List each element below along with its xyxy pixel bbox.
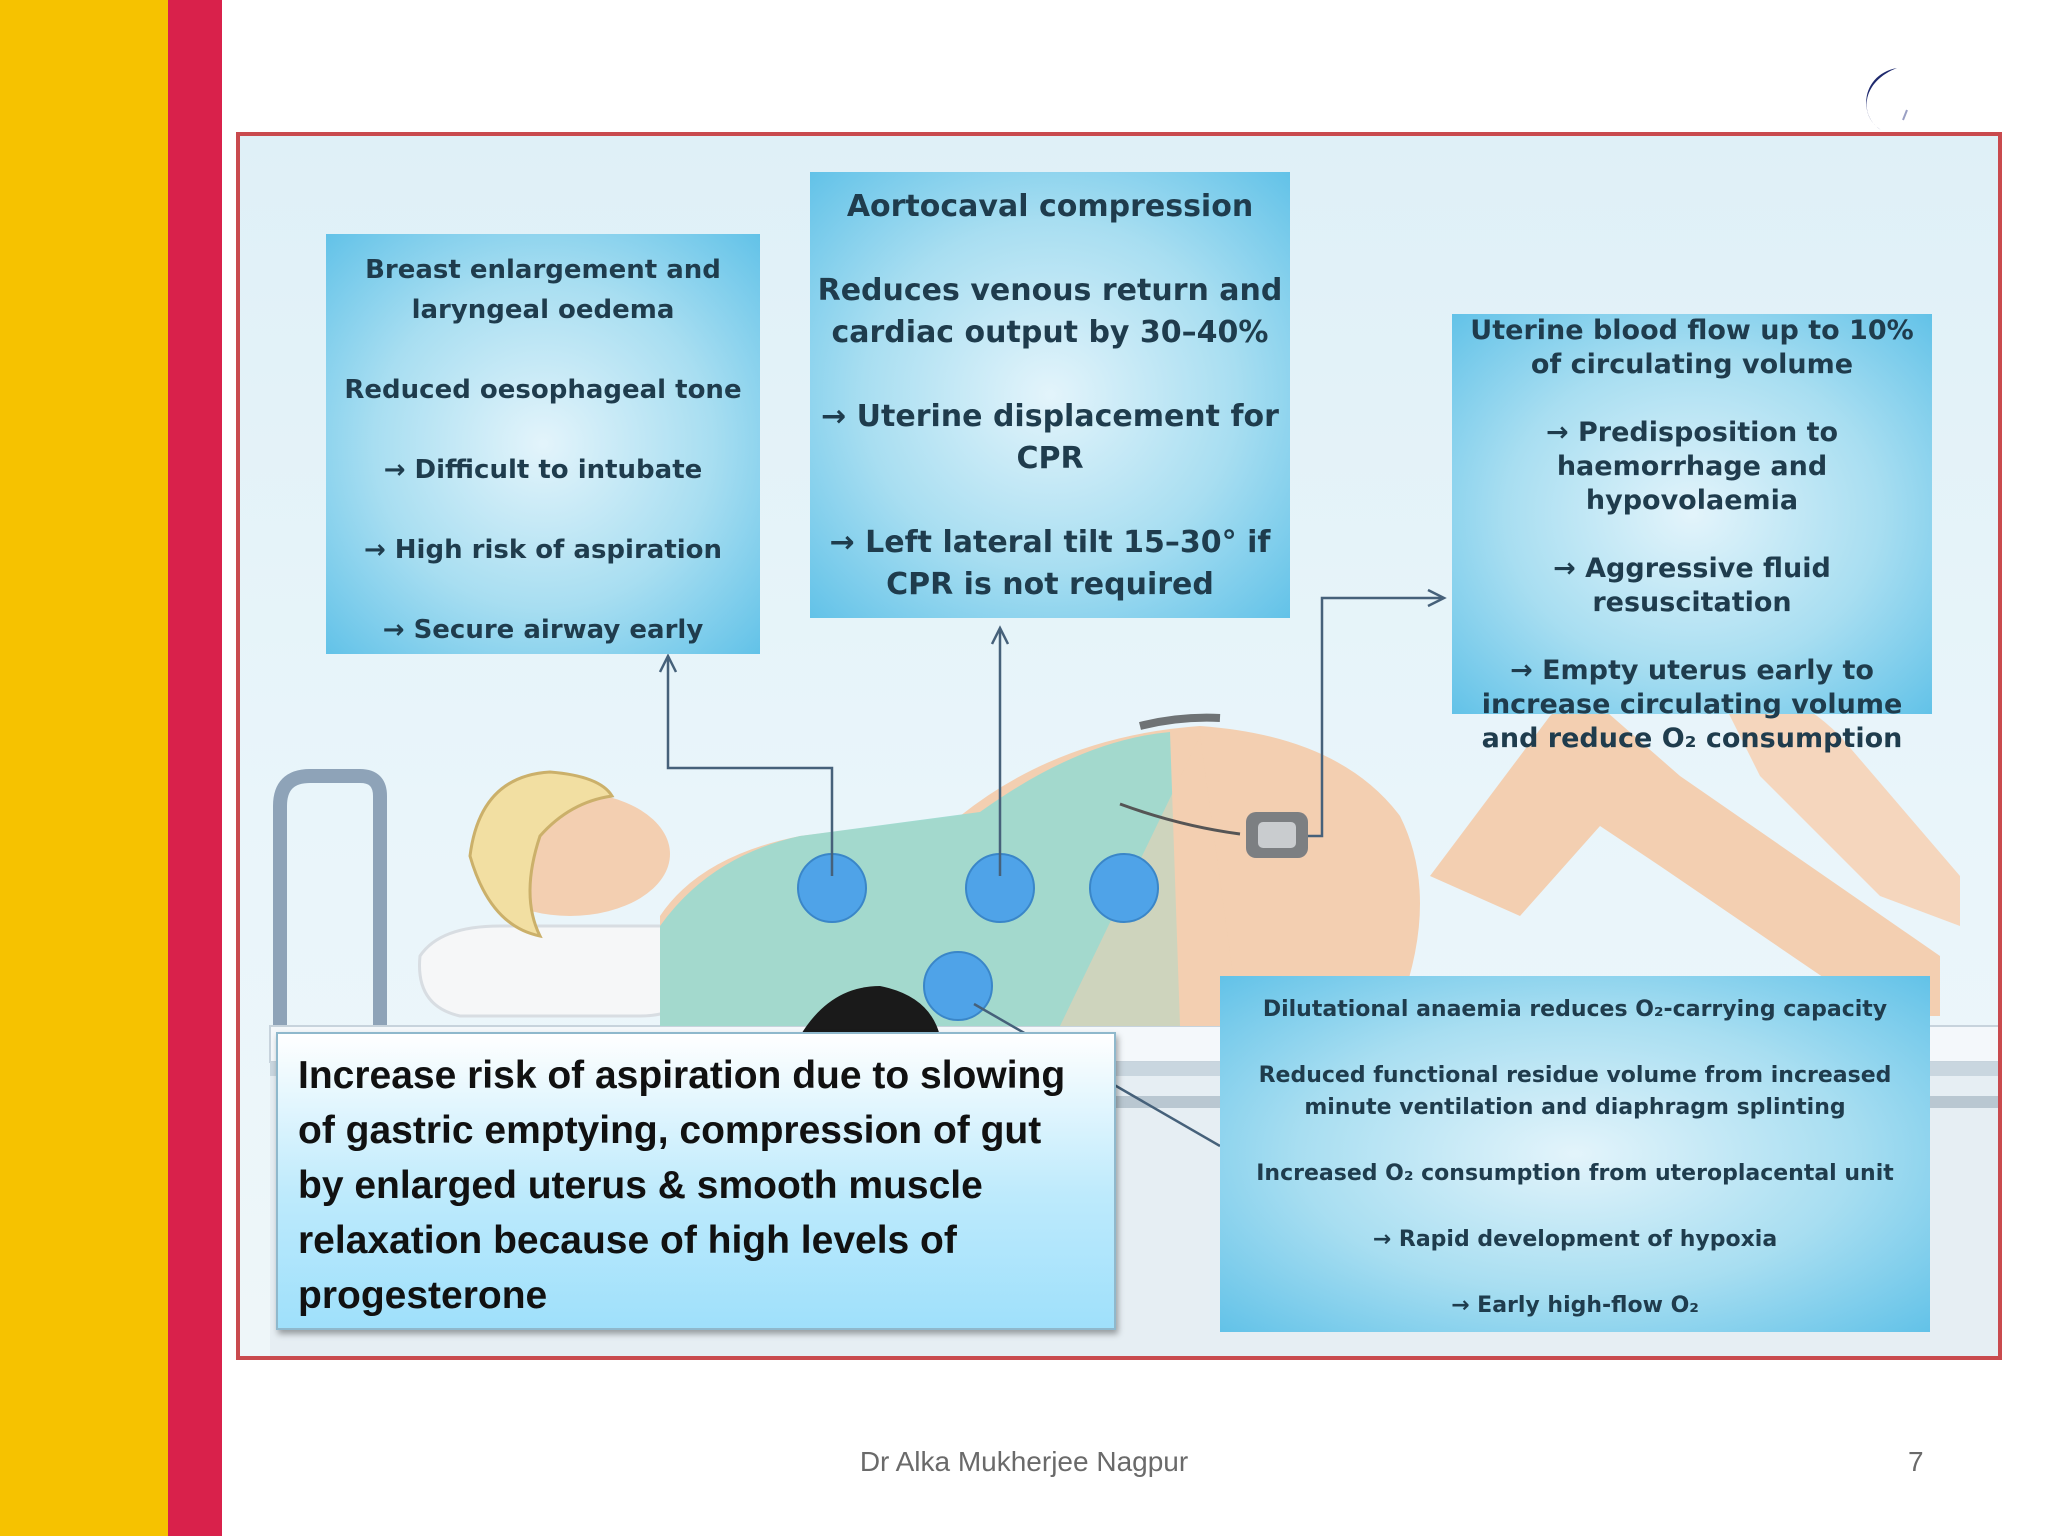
box-respiratory-changes xyxy=(1220,976,1930,1332)
uterine-line-1: Uterine blood flow up to 10% of circulating volume xyxy=(1470,315,1914,380)
airway-line-4: → High risk of aspiration xyxy=(363,535,723,565)
slide-page-number: 7 xyxy=(1908,1446,1924,1477)
airway-line-5: → Secure airway early xyxy=(382,615,704,645)
aortocaval-line-1: Aortocaval compression xyxy=(846,189,1254,224)
respiratory-line-1: Dilutational anaemia reduces O₂-carrying capacity xyxy=(1262,997,1888,1022)
aortocaval-line-4: → Left lateral tilt 15–30° if CPR is not required xyxy=(829,525,1271,602)
respiratory-line-5: → Early high-flow O₂ xyxy=(1451,1293,1699,1318)
airway-line-3: → Difficult to intubate xyxy=(383,455,703,485)
uterine-line-3: → Aggressive fluid resuscitation xyxy=(1553,553,1831,618)
left-accent-bar-yellow xyxy=(0,0,168,1536)
respiratory-line-2: Reduced functional residue volume from increased minute ventilation and diaphragm splinting xyxy=(1258,1063,1892,1120)
aspiration-risk-note: Increase risk of aspiration due to slowing of gastric emptying, compression of gut by enlarged uterus & smooth muscle relaxation because of high levels of progesterone xyxy=(276,1032,1116,1330)
respiratory-line-3: Increased O₂ consumption from uteroplacental unit xyxy=(1256,1161,1894,1186)
airway-line-1: Breast enlargement and laryngeal oedema xyxy=(365,255,721,325)
footer-author xyxy=(0,1446,2048,1478)
respiratory-line-4: → Rapid development of hypoxia xyxy=(1372,1227,1778,1252)
aortocaval-line-2: Reduces venous return and cardiac output by 30–40% xyxy=(817,273,1283,350)
box-aortocaval-compression xyxy=(810,172,1290,618)
airway-line-2: Reduced oesophageal tone xyxy=(344,375,742,405)
left-accent-bar-red xyxy=(168,0,222,1536)
footer-author-text: Dr Alka Mukherjee Nagpur xyxy=(859,1446,1189,1477)
box-airway-changes xyxy=(326,234,760,654)
logo-crescent-icon xyxy=(1845,62,1925,142)
uterine-line-2: → Predisposition to haemorrhage and hypovolaemia xyxy=(1545,417,1839,516)
uterine-line-4: → Empty uterus early to increase circulating volume and reduce O₂ consumption xyxy=(1481,655,1903,754)
box-uterine-blood-flow xyxy=(1452,314,1932,754)
aortocaval-line-3: → Uterine displacement for CPR xyxy=(821,399,1279,476)
diagram-frame xyxy=(236,132,2002,1360)
